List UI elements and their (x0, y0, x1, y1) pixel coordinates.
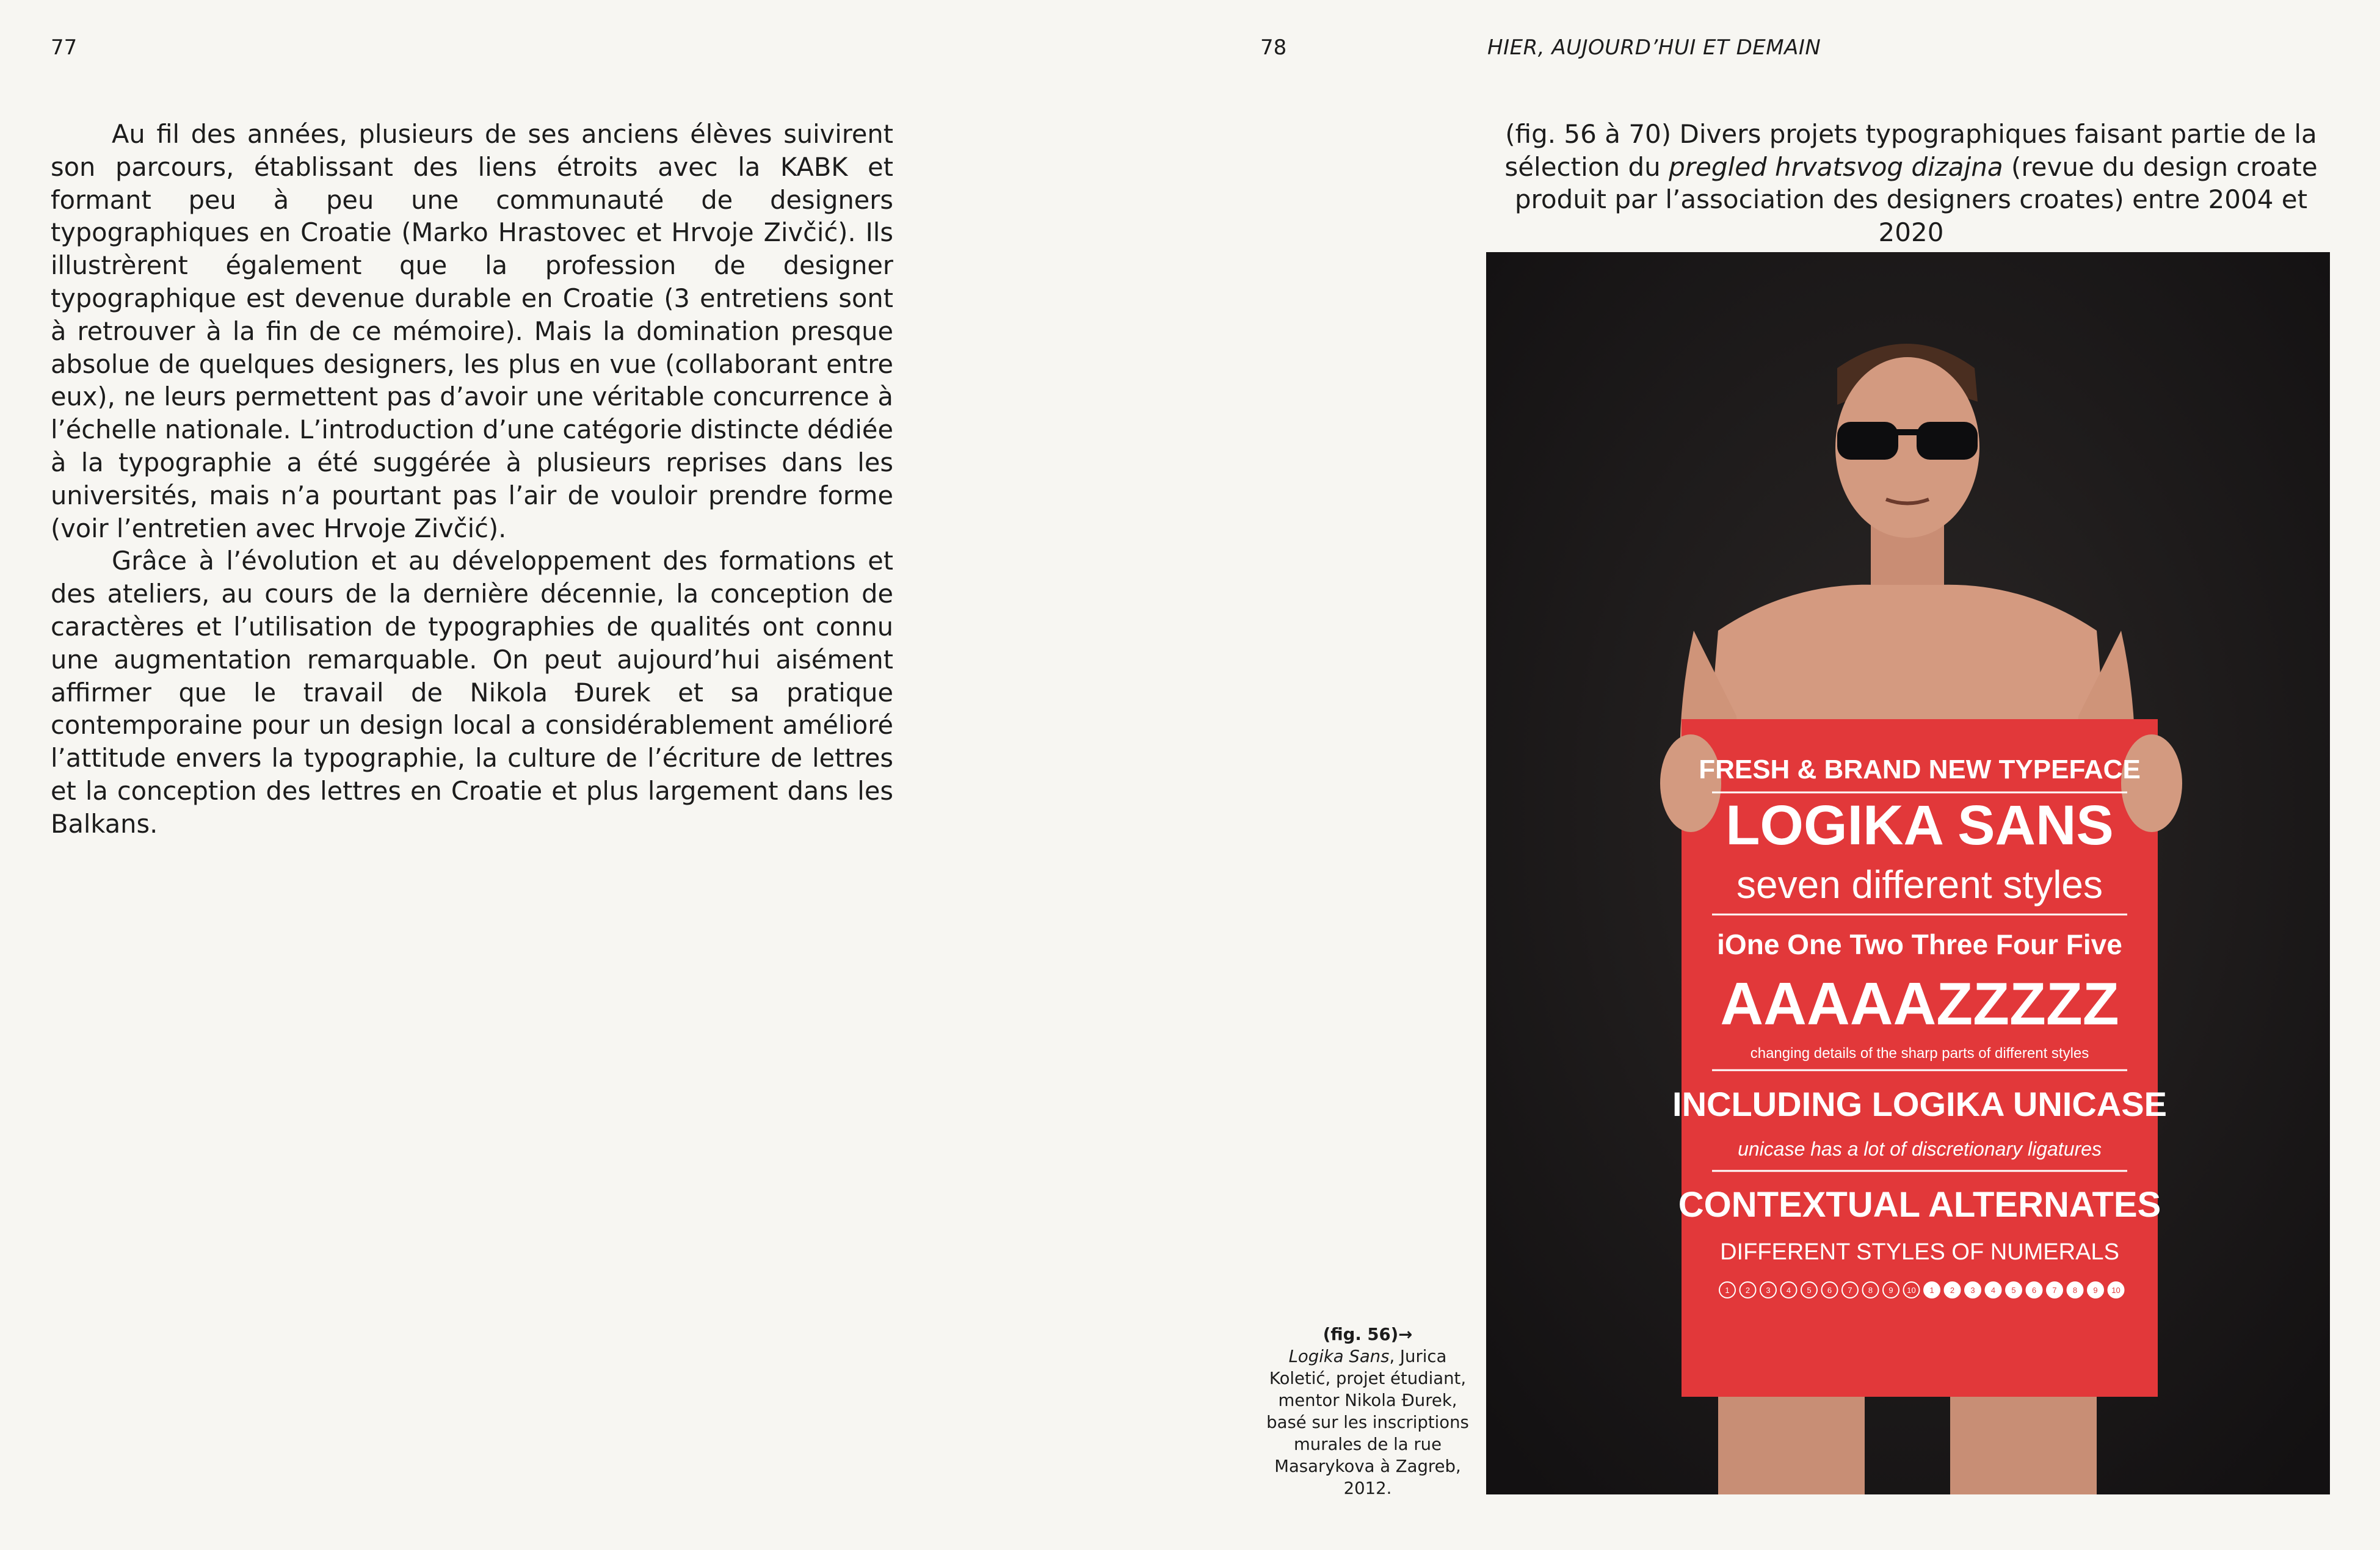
caption-title: Logika Sans (1288, 1347, 1390, 1366)
poster-line-5: AAAAAZZZZZ (1720, 970, 2119, 1037)
caption-ref: (fig. 56)→ (1322, 1325, 1413, 1344)
numeral-label: 3 (1766, 1286, 1771, 1295)
numeral-label: 5 (2011, 1286, 2016, 1295)
paragraph-1: Au fil des années, plusieurs de ses anciens élèves suivirent son parcours, établissant des liens étroits avec la KABK et formant peu à peu une communauté de designers typographiques en Croatie (Marko Hrastovec et Hrvoje Zivčić). Ils illustrèrent également que la profession de designer typographique est devenue durable en Croatie (3 entretiens sont à retrouver à la fin de ce mémoire). Mais la domination presque absolue de quelques designers, les plus en vue (collaborant entre eux), ne leurs permettent pas d’avoir une véritable concurrence à l’échelle nationale. L’introduction d’une catégorie distincte dédiée à la typographie a été suggérée à plusieurs reprises dans les universités, mais n’a pourtant pas l’air de vouloir prendre forme (voir l’entretien avec Hrvoje Zivčić). (51, 119, 893, 543)
numeral-label: 1 (1929, 1286, 1934, 1295)
poster-line-7: INCLUDING LOGIKA UNICASE (1672, 1085, 2167, 1123)
numeral-label: 3 (1970, 1286, 1975, 1295)
numeral-label: 7 (2052, 1286, 2057, 1295)
paragraph-2: Grâce à l’évolution et au développement des formations et des ateliers, au cours de la dernière décennie, la conception de caractères et l’utilisation de typographies de qualités ont connu une augmentation remarquable. On peut aujourd’hui aisément affirmer que le travail de Nikola Đurek et sa pratique contemporaine pour un design local a considérablement amélioré l’attitude envers la typographie, la culture de l’écriture de lettres et la conception des lettres en Croatie et plus largement dans les Balkans. (51, 546, 893, 839)
numeral-label: 8 (1868, 1286, 1873, 1295)
numeral-label: 2 (1950, 1286, 1955, 1295)
figure-intro (1484, 118, 2338, 248)
numeral-label: 7 (1848, 1286, 1852, 1295)
numeral-label: 8 (2072, 1286, 2078, 1295)
numeral-label: 10 (1907, 1286, 1916, 1295)
poster-line-9: CONTEXTUAL ALTERNATES (1678, 1185, 2161, 1225)
figure-photo (1486, 252, 2330, 1494)
running-head: HIER, AUJOURD’HUI ET DEMAIN (1487, 35, 1821, 60)
poster-line-6: changing details of the sharp parts of different styles (1750, 1045, 2089, 1062)
numeral-label: 6 (2031, 1286, 2037, 1295)
numeral-label: 9 (2093, 1286, 2098, 1295)
page-number-right: 78 (1260, 35, 1287, 60)
intro-text-2: (revue du design croate produit par l’association des designers croates) entre 2004 et 2020 (1514, 151, 2318, 247)
intro-text-1: (fig. 56 à 70) Divers projets typographiques faisant partie de la sélection du (1504, 119, 2317, 182)
page-number-left: 77 (51, 35, 78, 60)
numeral-label: 1 (1725, 1286, 1730, 1295)
figure-caption (1264, 1324, 1471, 1499)
photo-illustration (1486, 252, 2330, 1494)
poster-line-2: LOGIKA SANS (1725, 794, 2114, 856)
poster-line-3: seven different styles (1736, 863, 2103, 907)
numeral-label: 2 (1745, 1286, 1751, 1295)
caption-text: , Jurica Koletić, projet étudiant, mentor Nikola Đurek, basé sur les inscriptions murales de la rue Masarykova à Zagreb, 2012. (1266, 1347, 1469, 1498)
intro-italic: pregled hrvatsvog dizajna (1669, 151, 2003, 182)
body-text (51, 118, 893, 841)
numeral-label: 9 (1888, 1286, 1893, 1295)
numeral-label: 4 (1786, 1286, 1791, 1295)
numeral-label: 5 (1807, 1286, 1812, 1295)
poster-line-10: DIFFERENT STYLES OF NUMERALS (1720, 1239, 2119, 1265)
numeral-label: 4 (1990, 1286, 1996, 1295)
numeral-label: 10 (2111, 1286, 2121, 1295)
poster-line-4: iOne One Two Three Four Five (1717, 929, 2122, 960)
poster-line-1: FRESH & BRAND NEW TYPEFACE (1699, 755, 2141, 784)
poster-text (1672, 755, 2167, 1298)
numeral-label: 6 (1827, 1286, 1832, 1295)
poster-line-8: unicase has a lot of discretionary ligatures (1738, 1138, 2102, 1160)
